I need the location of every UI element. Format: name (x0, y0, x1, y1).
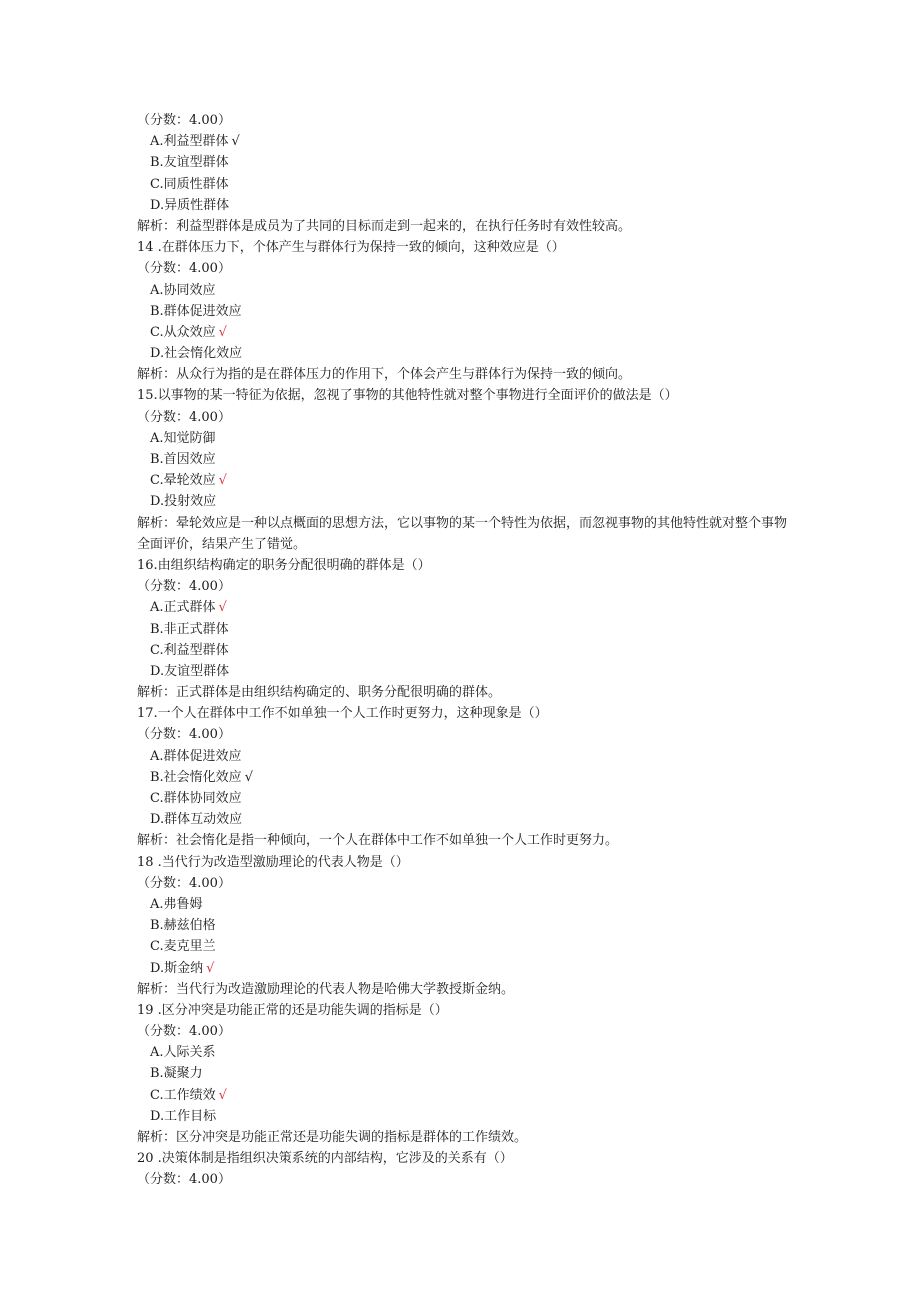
option-b: B.群体促进效应 (150, 303, 242, 319)
option-b: B.首因效应 (150, 452, 216, 467)
option-a: A.正式群体 √ (150, 600, 227, 616)
question-text: 20 .决策体制是指组织决策系统的内部结构，它涉及的关系有（） (137, 1151, 513, 1167)
analysis-text: 解析：正式群体是由组织结构确定的、职务分配很明确的群体。 (137, 685, 502, 701)
question-block-14 (137, 237, 797, 385)
score-line: （分数：4.00） (137, 409, 231, 425)
check-mark-icon: √ (218, 600, 227, 616)
option-d: D.社会惰化效应 (150, 346, 243, 362)
score-line: （分数：4.00） (137, 1024, 231, 1040)
option-b: B.社会惰化效应 √ (150, 769, 253, 785)
option-b: B.赫兹伯格 (150, 918, 216, 934)
analysis-text: 解析：从众行为指的是在群体压力的作用下，个体会产生与群体行为保持一致的倾向。 (137, 367, 632, 383)
option-a: A.知觉防御 (150, 430, 216, 446)
question-block-13 (137, 110, 797, 237)
option-b: B.友谊型群体 (150, 155, 229, 171)
score-line: （分数：4.00） (137, 261, 231, 277)
option-d: D.工作目标 (150, 1108, 217, 1124)
question-block-15 (137, 385, 797, 555)
option-c: C.从众效应 √ (150, 324, 227, 340)
option-d: D.友谊型群体 (150, 663, 230, 679)
question-text: 18 .当代行为改造型激励理论的代表人物是（） (137, 854, 409, 870)
option-c: C.群体协同效应 (150, 791, 242, 807)
option-a: A.协同效应 (150, 282, 216, 298)
score-line: （分数：4.00） (137, 875, 231, 891)
option-a: A.利益型群体 √ (150, 134, 240, 150)
check-mark-icon: √ (218, 1087, 227, 1103)
score-line: （分数：4.00） (137, 1172, 231, 1188)
check-mark-icon: √ (206, 960, 215, 976)
option-b: B.凝聚力 (150, 1066, 203, 1082)
check-mark-icon: √ (218, 473, 227, 489)
analysis-text: 解析：晕轮效应是一种以点概面的思想方法，它以事物的某一个特性为依据，而忽视事物的其他特性就对整个事物全面评价，结果产生了错觉。 (137, 515, 788, 552)
option-a: A.群体促进效应 (150, 748, 242, 764)
question-block-17 (137, 703, 797, 851)
option-d: D.投射效应 (150, 494, 217, 510)
option-b: B.非正式群体 (150, 621, 229, 637)
analysis-text: 解析：区分冲突是功能正常还是功能失调的指标是群体的工作绩效。 (137, 1130, 528, 1146)
question-text: 16.由组织结构确定的职务分配很明确的群体是（） (137, 557, 431, 573)
option-d: D.异质性群体 (150, 197, 230, 213)
analysis-text: 解析：利益型群体是成员为了共同的目标而走到一起来的，在执行任务时有效性较高。 (137, 218, 632, 234)
analysis-text: 解析：社会惰化是指一种倾向，一个人在群体中工作不如单独一个人工作时更努力。 (137, 833, 619, 849)
document-body (137, 110, 797, 1191)
score-line: （分数：4.00） (137, 727, 231, 743)
option-c: C.麦克里兰 (150, 939, 216, 955)
question-text: 15.以事物的某一特征为依据，忽视了事物的其他特性就对整个事物进行全面评价的做法是（） (137, 388, 678, 404)
question-block-16 (137, 555, 797, 703)
analysis-text: 解析：当代行为改造激励理论的代表人物是哈佛大学教授斯金纳。 (137, 981, 515, 997)
question-text: 17.一个人在群体中工作不如单独一个人工作时更努力，这种现象是（） (137, 706, 548, 722)
check-mark-icon: √ (244, 769, 253, 785)
option-a: A.人际关系 (150, 1045, 216, 1061)
option-c: C.同质性群体 (150, 176, 229, 192)
check-mark-icon: √ (218, 324, 227, 340)
score-line: （分数：4.00） (137, 579, 231, 595)
question-block-20 (137, 1148, 797, 1190)
option-d: D.斯金纳 √ (150, 960, 215, 976)
option-d: D.群体互动效应 (150, 812, 243, 828)
question-block-18 (137, 852, 797, 1000)
option-a: A.弗鲁姆 (150, 896, 203, 912)
score-line: （分数：4.00） (137, 113, 231, 128)
question-block-19 (137, 1000, 797, 1148)
question-text: 19 .区分冲突是功能正常的还是功能失调的指标是（） (137, 1002, 448, 1018)
option-c: C.晕轮效应 √ (150, 473, 227, 489)
option-c: C.利益型群体 (150, 642, 229, 658)
check-mark-icon: √ (231, 134, 240, 150)
option-c: C.工作绩效 √ (150, 1087, 227, 1103)
question-text: 14 .在群体压力下，个体产生与群体行为保持一致的倾向，这种效应是（） (137, 240, 565, 256)
